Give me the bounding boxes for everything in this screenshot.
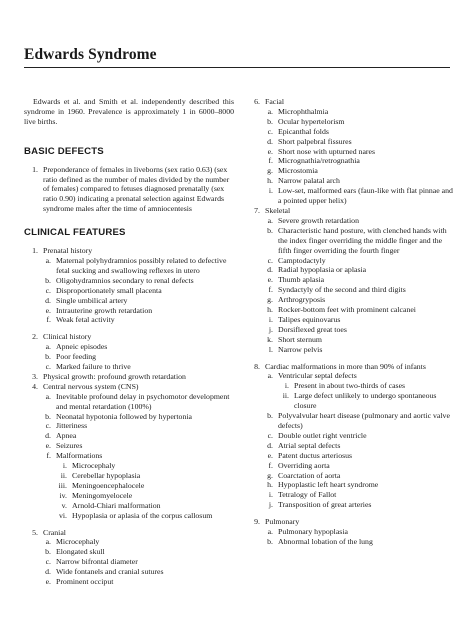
list-item xyxy=(24,461,234,471)
item-marker: ii. xyxy=(282,391,289,401)
list-item xyxy=(24,451,234,461)
item-marker: 9. xyxy=(254,517,260,527)
item-marker: h. xyxy=(267,480,273,490)
item-marker: a. xyxy=(45,537,51,547)
item-marker: i. xyxy=(284,381,289,391)
item-marker: e. xyxy=(45,441,51,451)
list-item xyxy=(246,391,454,411)
item-text: Narrow bifrontal diameter xyxy=(56,557,138,567)
basic-defects-heading: BASIC DEFECTS xyxy=(24,145,104,157)
item-text: Apnea xyxy=(56,431,77,441)
list-item xyxy=(246,500,454,510)
list-item xyxy=(24,276,234,286)
list-item xyxy=(24,306,234,316)
item-text: Elongated skull xyxy=(56,547,105,557)
item-text: Jitteriness xyxy=(56,421,88,431)
list-item xyxy=(24,481,234,491)
right-column xyxy=(246,97,454,547)
list-item xyxy=(246,275,454,285)
item-marker: iv. xyxy=(59,490,67,500)
item-text: Ventricular septal defects xyxy=(278,371,357,381)
item-marker: d. xyxy=(45,295,51,305)
item-marker: b. xyxy=(267,116,273,126)
item-text: Coarctation of aorta xyxy=(278,470,341,480)
item-marker: vi. xyxy=(58,510,67,520)
item-text: Microphthalmia xyxy=(278,106,329,116)
list-item xyxy=(246,156,454,166)
clinical-features-heading: CLINICAL FEATURES xyxy=(24,227,126,239)
item-marker: d. xyxy=(45,431,51,441)
list-item xyxy=(246,285,454,295)
item-marker: f. xyxy=(268,285,273,295)
item-marker: a. xyxy=(267,106,273,116)
item-text: Microcephaly xyxy=(72,461,116,471)
list-item xyxy=(246,411,454,431)
clinical-features-list-left xyxy=(24,246,234,587)
list-item xyxy=(246,431,454,441)
item-marker: 4. xyxy=(32,381,38,391)
item-marker: iii. xyxy=(58,480,67,490)
list-item xyxy=(24,528,234,538)
list-item xyxy=(246,451,454,461)
list-item xyxy=(246,216,454,226)
item-text: Marked failure to thrive xyxy=(56,362,131,372)
item-text: Dorsiflexed great toes xyxy=(278,324,347,334)
item-marker: a. xyxy=(267,215,273,225)
item-text: Patent ductus arteriosus xyxy=(278,450,353,460)
item-marker: a. xyxy=(45,391,51,401)
item-text: Syndactyly of the second and third digits xyxy=(278,285,406,295)
item-text: Oligohydramnios secondary to renal defects xyxy=(56,275,194,285)
item-text: Meningomyelocele xyxy=(72,490,133,500)
item-marker: b. xyxy=(267,225,273,235)
item-marker: 5. xyxy=(32,527,38,537)
title-rule xyxy=(24,67,450,68)
list-item xyxy=(24,246,234,256)
item-text: Talipes equinovarus xyxy=(278,314,341,324)
list-spacer xyxy=(24,325,234,332)
list-item xyxy=(24,412,234,422)
left-column xyxy=(24,97,234,587)
item-text: Microstomia xyxy=(278,166,318,176)
list-spacer xyxy=(24,521,234,528)
item-marker: b. xyxy=(45,411,51,421)
list-item xyxy=(24,296,234,306)
item-marker: b. xyxy=(45,547,51,557)
list-item xyxy=(246,527,454,537)
item-marker: i. xyxy=(62,461,67,471)
item-text: Hypoplasia or aplasia of the corpus callosum xyxy=(72,510,213,520)
item-marker: e. xyxy=(45,577,51,587)
item-marker: a. xyxy=(45,342,51,352)
item-marker: d. xyxy=(267,265,273,275)
item-marker: i. xyxy=(268,490,273,500)
list-item xyxy=(246,517,454,527)
item-marker: g. xyxy=(267,295,273,305)
list-item xyxy=(246,381,454,391)
item-marker: g. xyxy=(267,470,273,480)
list-item xyxy=(24,286,234,296)
list-item xyxy=(246,256,454,266)
list-item xyxy=(24,441,234,451)
item-marker: j. xyxy=(268,324,273,334)
item-marker: ii. xyxy=(60,471,67,480)
list-item xyxy=(24,547,234,557)
item-text: Pulmonary xyxy=(265,517,300,527)
item-marker: e. xyxy=(45,305,51,315)
list-item xyxy=(24,382,234,392)
list-item xyxy=(246,265,454,275)
list-item xyxy=(24,362,234,372)
list-item xyxy=(246,325,454,335)
item-text: Narrow palatal arch xyxy=(278,176,340,186)
item-text: Maternal polyhydramnios possibly related to defective fetal sucking and swallowing reflexes in utero xyxy=(56,255,227,275)
item-text: Prominent occiput xyxy=(56,577,114,587)
item-marker: b. xyxy=(45,352,51,362)
item-marker: a. xyxy=(267,371,273,381)
item-marker: 3. xyxy=(32,371,38,381)
list-item xyxy=(24,256,234,276)
list-item xyxy=(246,107,454,117)
item-text: Microcephaly xyxy=(56,537,100,547)
item-text: Transposition of great arteries xyxy=(278,500,372,510)
item-marker: f. xyxy=(46,451,51,461)
list-item xyxy=(24,342,234,352)
item-marker: c. xyxy=(267,255,273,265)
item-marker: g. xyxy=(267,166,273,176)
item-text: Malformations xyxy=(56,451,103,461)
item-marker: 1. xyxy=(32,164,38,174)
item-marker: j. xyxy=(268,500,273,510)
item-text: Cardiac malformations in more than 90% of infants xyxy=(265,361,426,371)
list-item xyxy=(24,352,234,362)
item-text: Preponderance of females in liveborns (sex ratio 0.63) (sex ratio defined as the number of males divided by the number of females) compared to fetuses diagnosed prenatally (sex ratio 0.90) indicating a prenatal selection against Edwards syndrome males after the time of amniocentesis xyxy=(43,164,230,214)
item-text: Single umbilical artery xyxy=(56,295,128,305)
list-item xyxy=(246,480,454,490)
item-marker: i. xyxy=(268,314,273,324)
item-text: Pulmonary hypoplasia xyxy=(278,527,348,537)
list-item xyxy=(24,431,234,441)
item-marker: b. xyxy=(267,411,273,421)
list-item xyxy=(246,166,454,176)
item-marker: 6. xyxy=(254,97,260,106)
list-item xyxy=(24,511,234,521)
item-marker: f. xyxy=(268,460,273,470)
item-text: Large defect unlikely to undergo spontaneous closure xyxy=(294,391,437,411)
item-marker: b. xyxy=(267,536,273,546)
item-text: Short sternum xyxy=(278,334,322,344)
item-text: Disproportionately small placenta xyxy=(56,285,162,295)
item-text: Cerebellar hypoplasia xyxy=(72,471,141,480)
item-marker: 2. xyxy=(32,332,38,342)
item-text: Present in about two-thirds of cases xyxy=(294,381,406,391)
item-text: Poor feeding xyxy=(56,352,97,362)
list-item xyxy=(24,315,234,325)
list-item xyxy=(246,206,454,216)
item-text: Prenatal history xyxy=(43,246,93,256)
item-marker: h. xyxy=(267,305,273,315)
item-text: Overriding aorta xyxy=(278,460,330,470)
item-text: Clinical history xyxy=(43,332,92,342)
item-marker: h. xyxy=(267,176,273,186)
clinical-features-list-right xyxy=(246,97,454,547)
item-text: Abnormal lobation of the lung xyxy=(278,536,373,546)
item-text: Epicanthal folds xyxy=(278,126,329,136)
item-marker: d. xyxy=(267,136,273,146)
item-marker: b. xyxy=(45,275,51,285)
list-item xyxy=(246,295,454,305)
list-item xyxy=(246,315,454,325)
item-marker: 7. xyxy=(254,205,260,215)
item-text: Arnold-Chiari malformation xyxy=(72,500,161,510)
item-marker: 8. xyxy=(254,361,260,371)
item-marker: c. xyxy=(45,421,51,431)
item-text: Seizures xyxy=(56,441,83,451)
list-item xyxy=(24,471,234,481)
item-text: Meningoencephalocele xyxy=(72,480,145,490)
item-marker: a. xyxy=(267,527,273,537)
item-text: Skeletal xyxy=(265,205,291,215)
list-item xyxy=(246,371,454,381)
list-spacer xyxy=(246,510,454,517)
item-text: Characteristic hand posture, with clenched hands with the index finger overriding the middle finger and the fifth finger overriding the fourth finger xyxy=(278,225,447,255)
item-text: Severe growth retardation xyxy=(278,215,359,225)
list-item xyxy=(24,491,234,501)
item-marker: c. xyxy=(45,557,51,567)
item-marker: e. xyxy=(267,275,273,285)
page-title: Edwards Syndrome xyxy=(24,46,157,63)
list-item xyxy=(246,471,454,481)
item-marker: l. xyxy=(268,344,273,354)
item-text: Radial hypoplasia or aplasia xyxy=(278,265,367,275)
list-item xyxy=(246,305,454,315)
list-item xyxy=(246,176,454,186)
list-item xyxy=(24,537,234,547)
item-marker: a. xyxy=(45,255,51,265)
item-marker: e. xyxy=(267,146,273,156)
list-item xyxy=(246,362,454,372)
item-text: Cranial xyxy=(43,527,66,537)
list-item xyxy=(24,372,234,382)
list-item xyxy=(24,557,234,567)
list-item xyxy=(246,537,454,547)
list-spacer xyxy=(246,355,454,362)
list-item xyxy=(246,147,454,157)
list-item xyxy=(246,335,454,345)
item-marker: f. xyxy=(46,315,51,325)
item-text: Atrial septal defects xyxy=(278,440,341,450)
list-item xyxy=(24,332,234,342)
list-item xyxy=(246,97,454,107)
item-text: Facial xyxy=(265,97,285,106)
list-item xyxy=(24,421,234,431)
item-text: Wide fontanels and cranial sutures xyxy=(56,567,164,577)
item-marker: f. xyxy=(268,156,273,166)
list-item xyxy=(24,501,234,511)
list-item xyxy=(246,226,454,256)
item-marker: v. xyxy=(61,500,67,510)
basic-defect-item xyxy=(24,165,234,215)
list-item xyxy=(246,490,454,500)
item-marker: i. xyxy=(268,186,273,196)
item-text: Hypoplastic left heart syndrome xyxy=(278,480,379,490)
item-text: Low-set, malformed ears (faun-like with flat pinnae and a pointed upper helix) xyxy=(278,186,453,206)
intro-paragraph: Edwards et al. and Smith et al. independently described this syndrome in 1960. Prevalence is approximately 1 in 6000–8000 live births. xyxy=(24,97,234,126)
item-text: Micrognathia/retrognathia xyxy=(278,156,360,166)
item-text: Central nervous system (CNS) xyxy=(43,381,139,391)
list-item xyxy=(24,392,234,412)
item-text: Double outlet right ventricle xyxy=(278,430,367,440)
item-text: Weak fetal activity xyxy=(56,315,115,325)
item-text: Tetralogy of Fallot xyxy=(278,490,337,500)
list-item xyxy=(246,461,454,471)
item-text: Apneic episodes xyxy=(56,342,108,352)
item-text: Short palpebral fissures xyxy=(278,136,352,146)
item-marker: e. xyxy=(267,450,273,460)
item-text: Camptodactyly xyxy=(278,255,326,265)
list-item xyxy=(246,441,454,451)
item-text: Ocular hypertelorism xyxy=(278,116,345,126)
item-marker: c. xyxy=(45,362,51,372)
list-item xyxy=(24,567,234,577)
item-text: Polyvalvular heart disease (pulmonary and aortic valve defects) xyxy=(278,411,450,430)
item-text: Physical growth: profound growth retardation xyxy=(43,371,186,381)
list-item xyxy=(246,137,454,147)
item-text: Thumb aplasia xyxy=(278,275,325,285)
list-item xyxy=(24,577,234,587)
item-marker: 1. xyxy=(32,246,38,256)
item-text: Neonatal hypotonia followed by hypertonia xyxy=(56,411,192,421)
list-item xyxy=(246,345,454,355)
item-marker: d. xyxy=(267,440,273,450)
list-item xyxy=(246,117,454,127)
item-text: Inevitable profound delay in psychomotor development and mental retardation (100%) xyxy=(56,391,230,411)
item-marker: c. xyxy=(267,430,273,440)
item-marker: c. xyxy=(267,126,273,136)
item-text: Intrauterine growth retardation xyxy=(56,305,153,315)
item-text: Narrow pelvis xyxy=(278,344,323,354)
item-marker: c. xyxy=(45,285,51,295)
list-item xyxy=(246,127,454,137)
item-text: Arthrogryposis xyxy=(278,295,326,305)
list-item xyxy=(246,186,454,206)
item-marker: k. xyxy=(267,334,273,344)
item-marker: d. xyxy=(45,567,51,577)
item-text: Rocker-bottom feet with prominent calcanei xyxy=(278,305,416,315)
item-text: Short nose with upturned nares xyxy=(278,146,376,156)
